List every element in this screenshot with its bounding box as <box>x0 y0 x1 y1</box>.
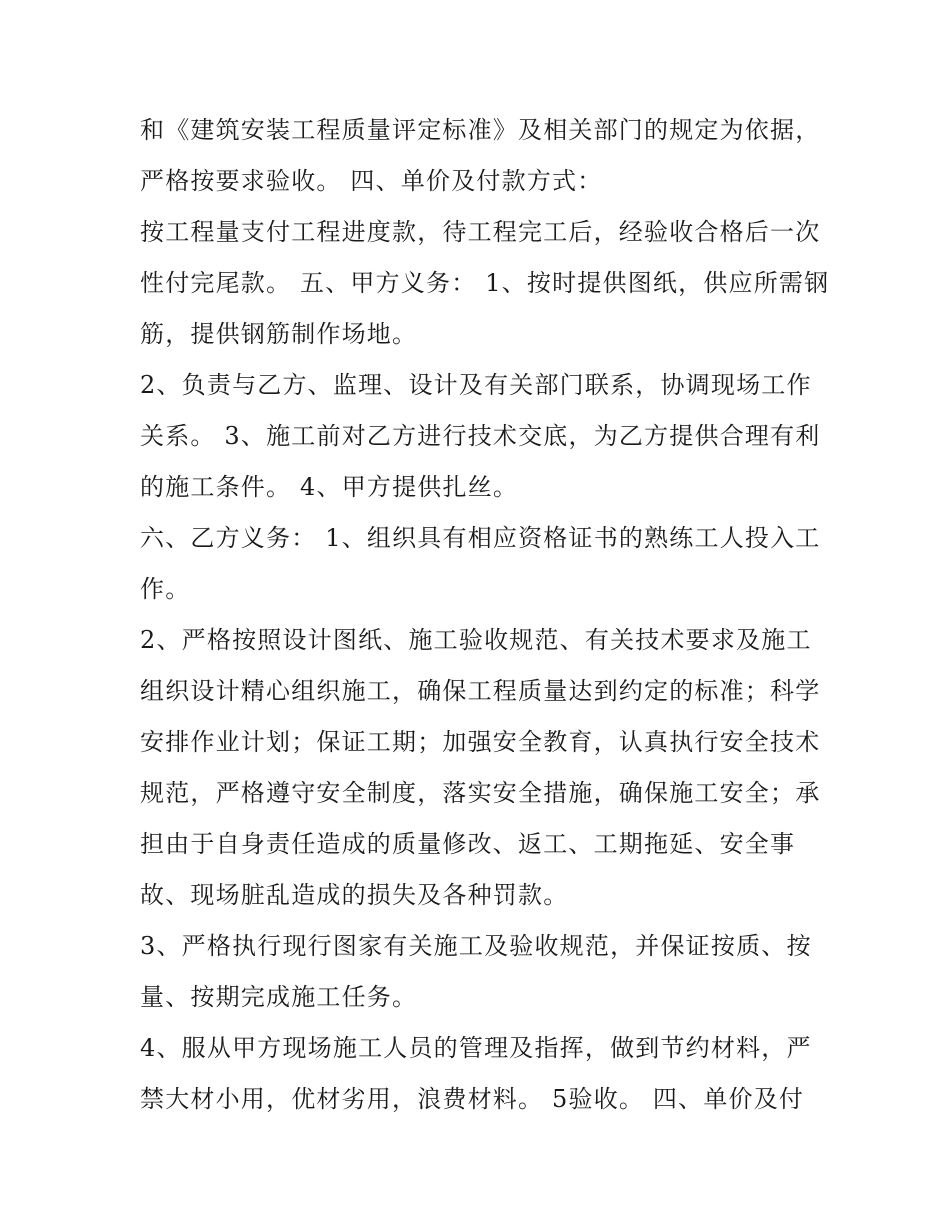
text-line: 3、严格执行现行图家有关施工及验收规范，并保证按质、按 <box>140 932 812 960</box>
text-line: 担由于自身责任造成的质量修改、返工、工期拖延、安全事 <box>140 830 796 858</box>
text-line: 故、现场脏乱造成的损失及各种罚款。 <box>140 881 569 909</box>
text-line: 2、负责与乙方、监理、设计及有关部门联系，协调现场工作 <box>140 371 812 399</box>
text-line: 六、乙方义务： 1、组织具有相应资格证书的熟练工人投入工 <box>140 524 821 552</box>
text-line: 组织设计精心组织施工，确保工程质量达到约定的标准；科学 <box>140 677 821 705</box>
text-line: 2、严格按照设计图纸、施工验收规范、有关技术要求及施工 <box>140 626 812 654</box>
text-line: 和《建筑安装工程质量评定标准》及相关部门的规定为依据， <box>140 116 821 144</box>
text-line: 禁大材小用，优材劣用，浪费材料。 5验收。 四、单价及付 <box>140 1085 805 1113</box>
text-line: 4、服从甲方现场施工人员的管理及指挥，做到节约材料，严 <box>140 1034 812 1062</box>
text-line: 关系。 3、施工前对乙方进行技术交底，为乙方提供合理有利 <box>140 422 821 450</box>
text-line: 规范，严格遵守安全制度，落实安全措施，确保施工安全；承 <box>140 779 821 807</box>
text-line: 安排作业计划；保证工期；加强安全教育，认真执行安全技术 <box>140 728 821 756</box>
text-line: 按工程量支付工程进度款，待工程完工后，经验收合格后一次 <box>140 218 821 246</box>
document-body <box>140 105 830 1125</box>
text-line: 严格按要求验收。 四、单价及付款方式： <box>140 167 603 195</box>
text-line: 筋，提供钢筋制作场地。 <box>140 320 418 348</box>
text-line: 作。 <box>140 575 191 603</box>
text-line: 的施工条件。 4、甲方提供扎丝。 <box>140 473 519 501</box>
text-line: 量、按期完成施工任务。 <box>140 983 418 1011</box>
text-line: 性付完尾款。 五、甲方义务： 1、按时提供图纸，供应所需钢 <box>140 269 830 297</box>
